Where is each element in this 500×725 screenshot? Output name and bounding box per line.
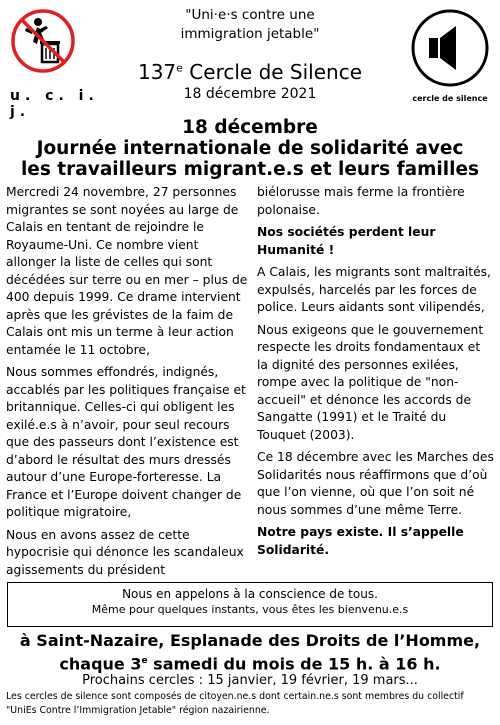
left-paragraph-2: Nous sommes effondrés, indignés, accablés par les politiques française et britannique. Celles-ci qui obligent les exilé.e.s à n’avoir, pour seul recours que des passeurs dont l’existence est d’abord le résultat des murs dressés autour d’une Europe-forteresse. La France et l’Europe doivent changer de politique migratoire, — [6, 365, 246, 519]
appeal-line-1: Nous en appelons à la conscience de tous. — [122, 587, 378, 601]
cercle-date: 18 décembre 2021 — [183, 86, 317, 102]
cercle-number: 137 — [137, 60, 177, 84]
ucij-label: u. c. i. j. — [10, 88, 99, 120]
headline — [0, 117, 500, 180]
appeal-box — [7, 582, 493, 627]
headline-line-2: Journée internationale de solidarité avec — [36, 138, 464, 159]
speaker-muted-icon — [410, 8, 490, 88]
place-line-1: à Saint-Nazaire, Esplanade des Droits de l’Homme, — [19, 631, 481, 650]
right-column — [257, 184, 495, 564]
left-column — [6, 184, 248, 584]
headline-line-1: 18 décembre — [182, 117, 318, 138]
place-line-2-b: samedi du mois de 15 h. à 16 h. — [147, 654, 441, 674]
right-paragraph-5: Ce 18 décembre avec les Marches des Solidarités nous réaffirmons que d’où que l’on vienne, où que l’on soit né nous sommes d’une même Terre. — [257, 450, 494, 517]
event-place — [0, 631, 500, 674]
slogan-line-1: "Uni·e·s contre une — [185, 7, 315, 23]
right-paragraph-1: biélorusse mais ferme la frontière polonaise. — [257, 185, 465, 217]
next-dates: Prochains cercles : 15 janvier, 19 février, 19 mars... — [82, 673, 418, 688]
cercle-title-text: Cercle de Silence — [189, 60, 363, 84]
place-line-2-a: chaque 3 — [59, 654, 142, 674]
place-line-2-sup: e — [141, 656, 148, 666]
slogan — [130, 6, 370, 44]
footer-note: Les cercles de silence sont composés de citoyen.ne.s dont certain.ne.s sont membres du collectif "UniEs Contre l’Immigration Jetable" région nazairienne. — [6, 691, 464, 716]
no-littering-sign-icon — [10, 8, 76, 74]
left-paragraph-3: Nous en avons assez de cette hypocrisie qui dénonce les scandaleux agissements du président — [6, 527, 244, 577]
slogan-line-2: immigration jetable" — [180, 26, 320, 42]
right-paragraph-4: Nous exigeons que le gouvernement respecte les droits fondamentaux et la dignité des personnes exilées, rompe avec la politique de "non-accueil" et dénonce les accords de Sangatte (1991) et le Traité du Touquet (2003). — [257, 322, 484, 442]
right-paragraph-6: Notre pays existe. Il s’appelle Solidarité. — [257, 525, 464, 557]
cercle-number-sup: e — [176, 61, 183, 75]
cercle-caption: cercle de silence — [412, 94, 488, 103]
headline-line-3: les travailleurs migrant.e.s et leurs familles — [20, 159, 480, 180]
appeal-line-2: Même pour quelques instants, vous êtes les bienvenu.e.s — [91, 603, 409, 616]
right-paragraph-3: A Calais, les migrants sont maltraités, expulsés, harcelés par les forces de police. Leurs aidants sont vilipendés, — [257, 265, 491, 314]
cercle-title — [100, 60, 400, 84]
right-paragraph-2: Nos sociétés perdent leur Humanité ! — [257, 225, 436, 257]
place-line-2 — [0, 651, 500, 674]
left-paragraph-1: Mercredi 24 novembre, 27 personnes migrantes se sont noyées au large de Calais en tentant de rejoindre le Royaume-Uni. Ce nombre vient allonger la liste de celles qui sont décédées sur terre ou en mer – plus de 400 depuis 1999. Ce drame intervient après que les grévistes de la faim de Calais ont mis un terme à leur action entamée le 11 octobre, — [6, 185, 248, 357]
